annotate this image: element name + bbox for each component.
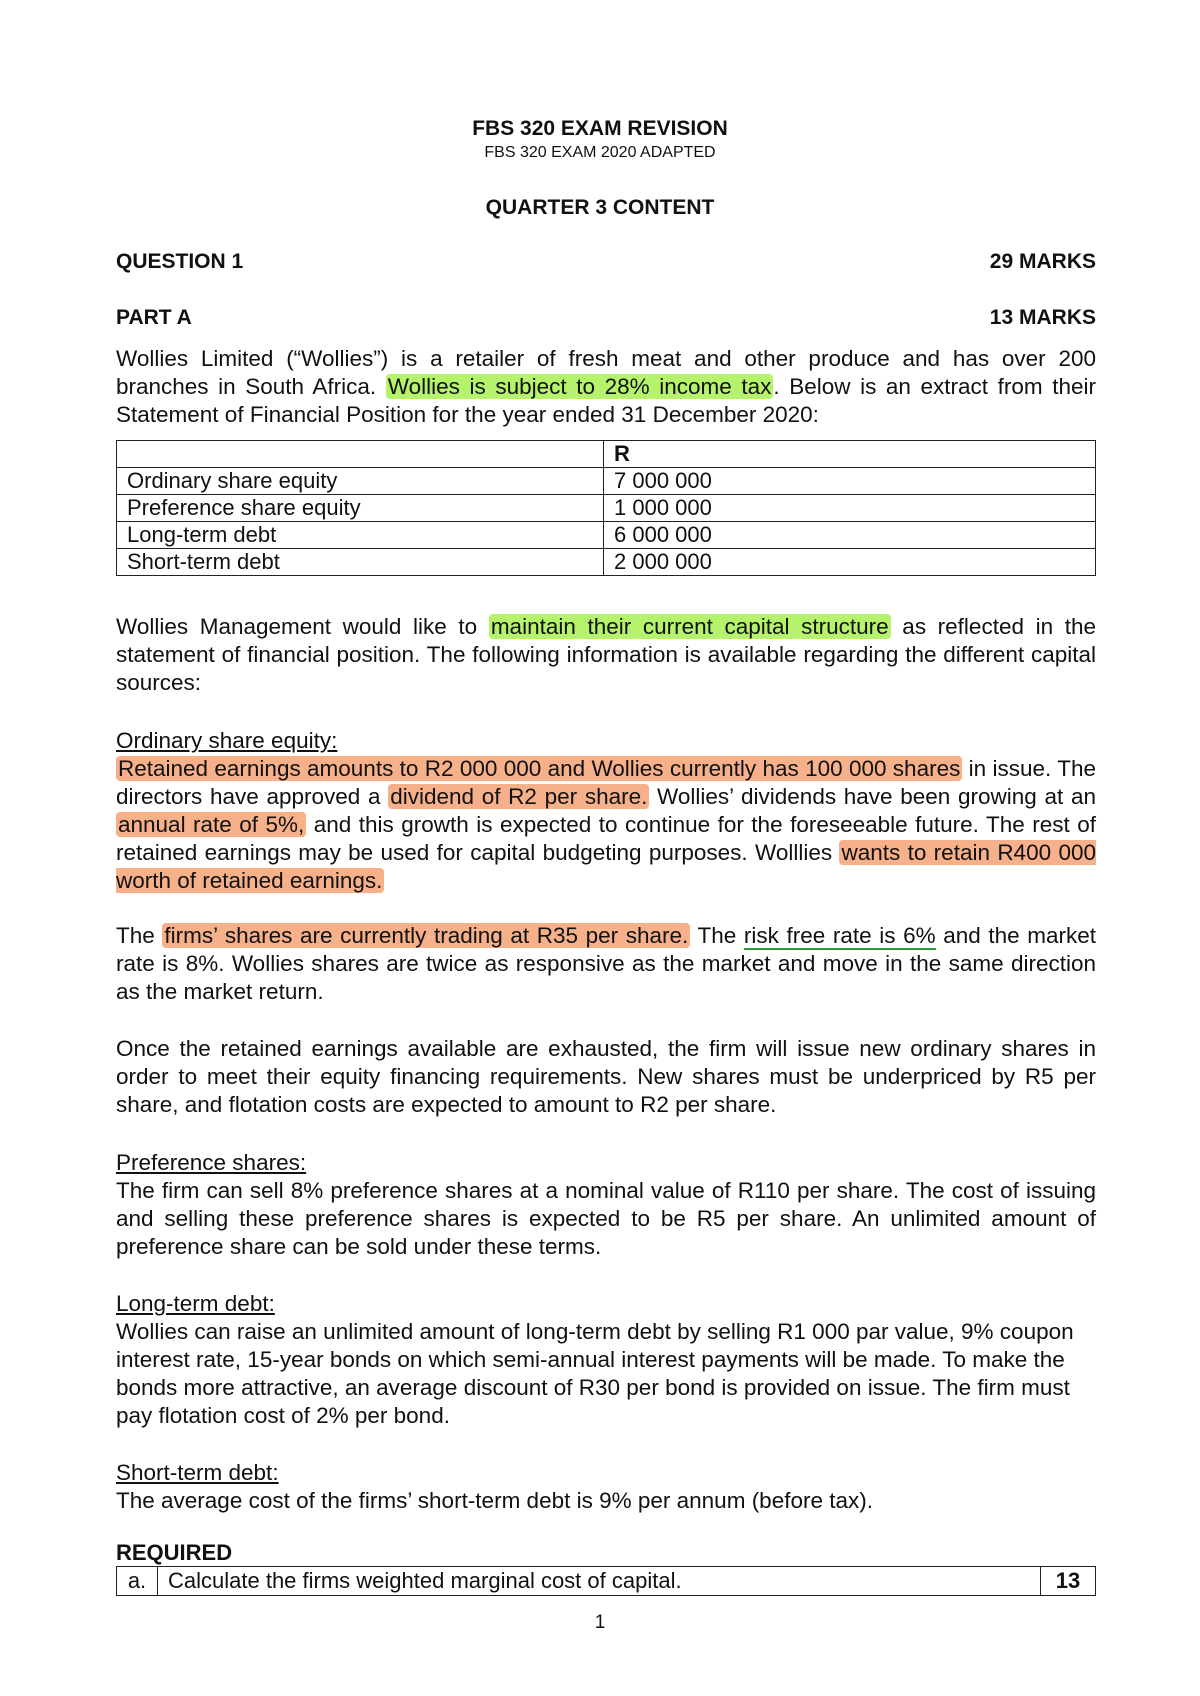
table-row — [117, 522, 1096, 549]
longterm-heading: Long-term debt: — [116, 1291, 275, 1316]
page-number: 1 — [594, 1612, 606, 1633]
trading-text-2: The — [690, 923, 744, 948]
ordinary-text-2: Wollies’ dividends have been growing at an — [649, 784, 1096, 809]
trading-text-1: The — [116, 923, 163, 948]
management-highlight: maintain their current capital structure — [490, 614, 889, 639]
risk-free-underline: risk free rate is 6% — [743, 923, 936, 948]
document-title: FBS 320 EXAM REVISION — [472, 117, 728, 140]
required-table — [116, 1566, 1096, 1596]
ordinary-text-3: and this growth is expected to continue for the foreseeable future. The rest of retained earnings may be used for capital budgeting purposes. Wolllies — [116, 812, 1096, 865]
table-cell: 2 000 000 — [604, 549, 1096, 576]
question-marks: 29 MARKS — [989, 250, 1096, 273]
table-header-row — [117, 441, 1096, 468]
table-header-cell: R — [604, 441, 1096, 468]
required-item-marks: 13 — [1041, 1567, 1096, 1596]
table-row — [117, 468, 1096, 495]
intro-paragraph — [116, 345, 1096, 429]
table-cell: 1 000 000 — [604, 495, 1096, 522]
ordinary-highlight-1: Retained earnings amounts to R2 000 000 and Wollies currently has 100 000 shares — [118, 756, 961, 781]
table-cell: Ordinary share equity — [117, 468, 604, 495]
required-item-label: a. — [117, 1567, 158, 1596]
ordinary-highlight-2: dividend of R2 per share. — [390, 784, 648, 809]
financial-position-table — [116, 440, 1096, 576]
question-label: QUESTION 1 — [116, 250, 244, 273]
table-cell: Preference share equity — [117, 495, 604, 522]
trading-paragraph — [116, 922, 1096, 1006]
ordinary-paragraph — [116, 755, 1096, 895]
part-label: PART A — [116, 306, 192, 329]
longterm-paragraph: Wollies can raise an unlimited amount of long-term debt by selling R1 000 par value, 9% coupon interest rate, 15-year bonds on which semi-annual interest payments will be made. To make the bonds more attractive, an average discount of R30 per bond is provided on issue. The firm must pay flotation cost of 2% per bond. — [116, 1319, 1074, 1428]
table-cell: Long-term debt — [117, 522, 604, 549]
document-subtitle: FBS 320 EXAM 2020 ADAPTED — [484, 144, 716, 161]
table-cell: Short-term debt — [117, 549, 604, 576]
ordinary-highlight-3: annual rate of 5%, — [118, 812, 305, 837]
trading-text-3: and the market rate is 8%. Wollies shares are twice as responsive as the market and move in the same direction as the market return. — [116, 923, 1096, 1004]
management-text-2: as reflected in the statement of financial position. The following information is available regarding the different capital sources: — [116, 614, 1096, 695]
management-text-1: Wollies Management would like to — [116, 614, 489, 639]
management-paragraph — [116, 613, 1096, 697]
required-item-text: Calculate the firms weighted marginal cost of capital. — [158, 1567, 1041, 1596]
table-cell: 7 000 000 — [604, 468, 1096, 495]
table-header-cell — [117, 441, 604, 468]
preference-heading: Preference shares: — [116, 1150, 307, 1175]
ordinary-highlight-4: wants to retain R400 000 worth of retained earnings. — [116, 840, 1096, 893]
intro-text-1: Wollies Limited (“Wollies”) is a retailer of fresh meat and other produce and has over 200 branches in South Africa. — [116, 346, 1096, 399]
required-row — [117, 1567, 1096, 1596]
shortterm-paragraph: The average cost of the firms’ short-term debt is 9% per annum (before tax). — [116, 1488, 873, 1513]
table-cell: 6 000 000 — [604, 522, 1096, 549]
shortterm-heading: Short-term debt: — [116, 1460, 279, 1485]
intro-highlight-tax: Wollies is subject to 28% income tax — [387, 374, 772, 399]
table-row — [117, 495, 1096, 522]
intro-text-2: . Below is an extract from their Statement of Financial Position for the year ended 31 December 2020: — [116, 374, 1097, 427]
section-heading: QUARTER 3 CONTENT — [485, 196, 715, 219]
required-heading: REQUIRED — [116, 1540, 233, 1565]
ordinary-text-1: in issue. The directors have approved a — [116, 756, 1096, 809]
table-row — [117, 549, 1096, 576]
part-marks: 13 MARKS — [989, 306, 1096, 329]
retained-paragraph: Once the retained earnings available are exhausted, the firm will issue new ordinary shares in order to meet their equity financing requirements. New shares must be underpriced by R5 per share, and flotation costs are expected to amount to R2 per share. — [116, 1036, 1096, 1117]
preference-paragraph: The firm can sell 8% preference shares at a nominal value of R110 per share. The cost of issuing and selling these preference shares is expected to be R5 per share. An unlimited amount of preference share can be sold under these terms. — [116, 1178, 1096, 1259]
ordinary-heading: Ordinary share equity: — [116, 728, 338, 753]
trading-highlight: firms’ shares are currently trading at R35 per share. — [164, 923, 689, 948]
